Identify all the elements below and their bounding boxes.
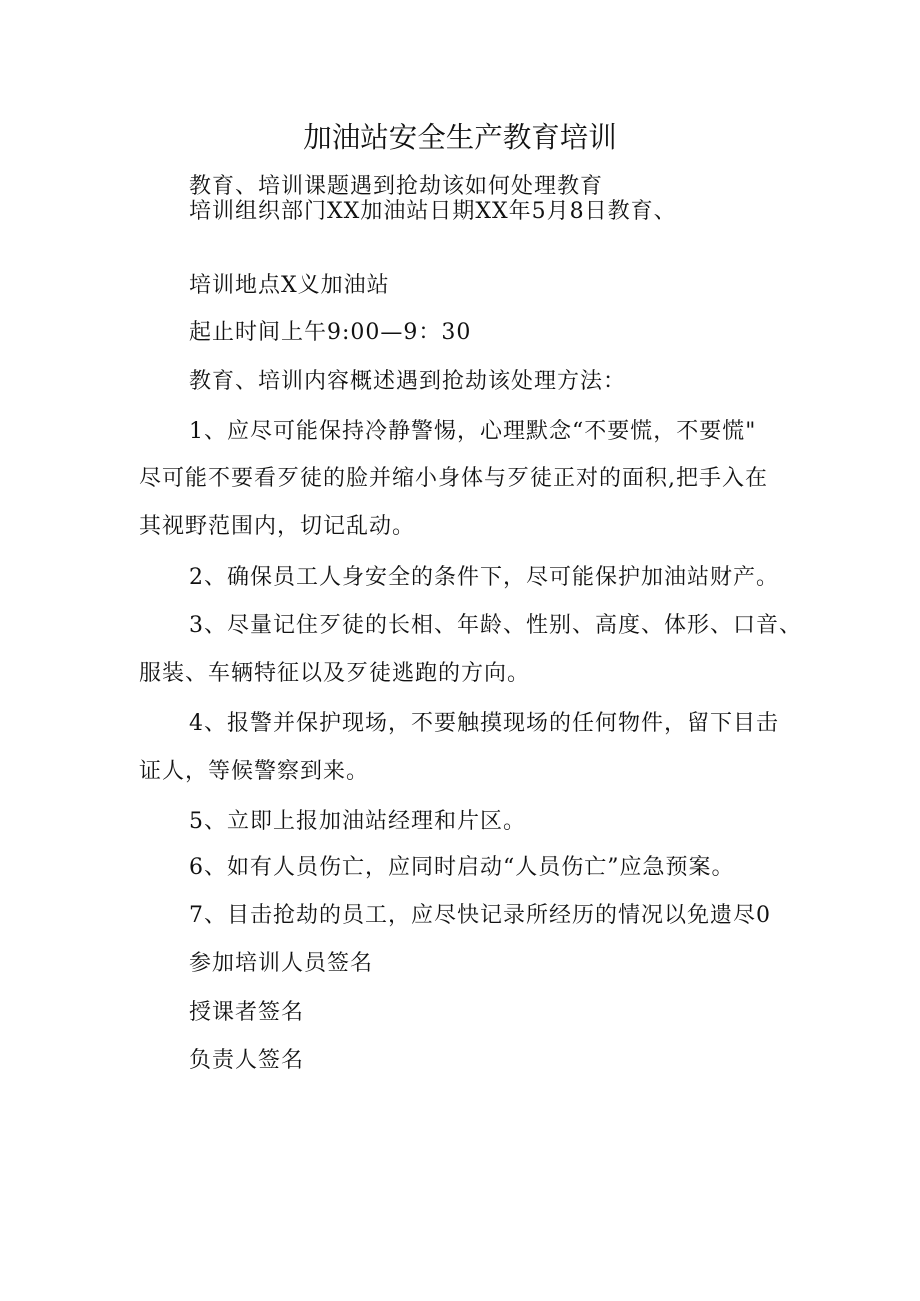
list-item-3-cont: 服装、车辆特征以及歹徒逃跑的方向。 <box>139 661 531 686</box>
list-item-6: 6、如有人员伤亡，应同时启动“人员伤亡”应急预案。 <box>189 855 735 880</box>
signature-responsible: 负责人签名 <box>189 1048 305 1073</box>
list-item-1-cont2: 其视野范围内，切记乱动。 <box>139 514 416 539</box>
training-location: 培训地点X义加油站 <box>189 273 390 298</box>
list-item-2: 2、确保员工人身安全的条件下，尽可能保护加油站财产。 <box>189 565 779 590</box>
content-summary: 教育、培训内容概述遇到抢劫该处理方法： <box>189 369 627 394</box>
list-item-7: 7、目击抢劫的员工，应尽快记录所经历的情况以免遗尽0 <box>189 903 771 928</box>
training-time: 起止时间上午9:00—9：30 <box>189 320 472 345</box>
page-title: 加油站安全生产教育培训 <box>303 121 617 154</box>
training-organizer: 培训组织部门XX加油站日期XX年5月8日教育、 <box>189 199 677 224</box>
training-topic: 教育、培训课题遇到抢劫该如何处理教育 <box>189 174 604 199</box>
signature-lecturer: 授课者签名 <box>189 1000 305 1025</box>
list-item-4-cont: 证人，等候警察到来。 <box>139 759 370 784</box>
list-item-4: 4、报警并保护现场，不要触摸现场的任何物件，留下目击 <box>189 711 779 736</box>
list-item-1: 1、应尽可能保持冷静警惕，心理默念“不要慌，不要慌" <box>189 419 757 444</box>
list-item-1-cont: 尽可能不要看歹徒的脸并缩小身体与歹徒正对的面积,把手入在 <box>139 466 768 491</box>
list-item-3: 3、尽量记住歹徒的长相、年龄、性别、高度、体形、口音、 <box>189 613 802 638</box>
list-item-5: 5、立即上报加油站经理和片区。 <box>189 809 526 834</box>
signature-participants: 参加培训人员签名 <box>189 951 374 976</box>
